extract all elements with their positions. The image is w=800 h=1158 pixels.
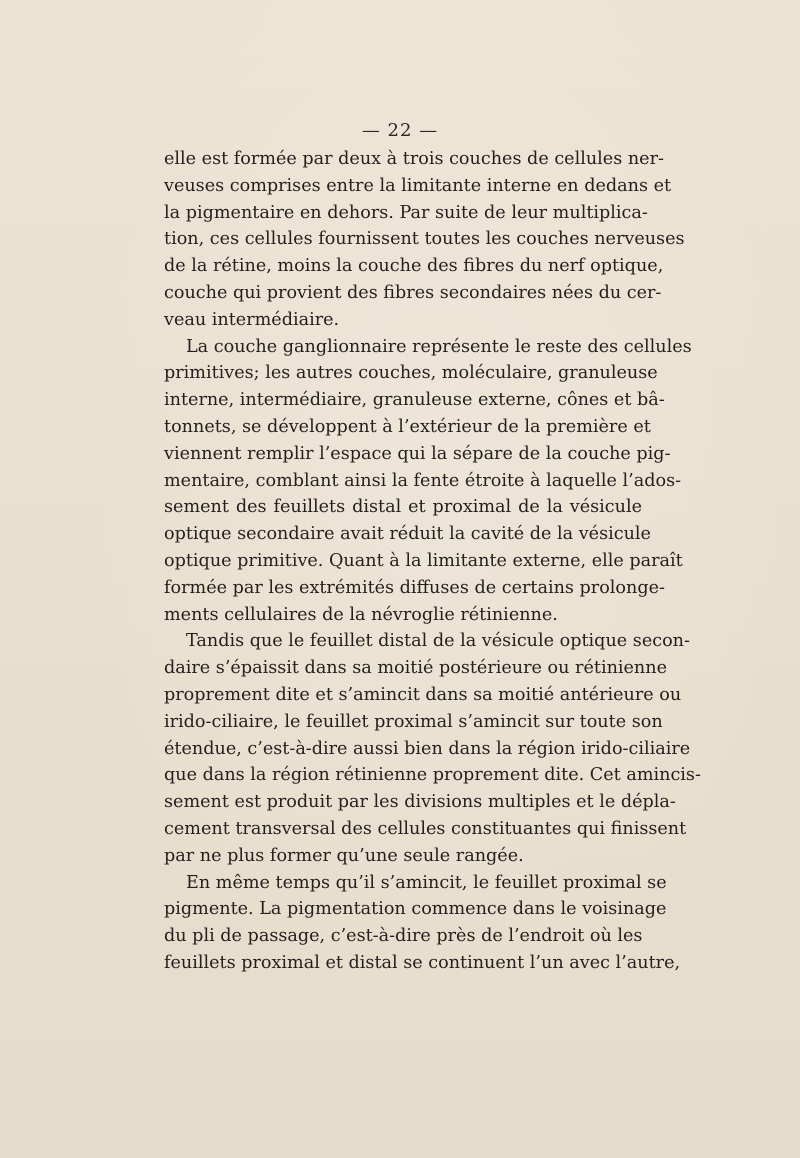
text-line: optique primitive. Quant à la limitante externe, elle paraît xyxy=(164,550,683,571)
text-line: étendue, c’est-à-dire aussi bien dans la région irido-ciliaire xyxy=(164,738,691,759)
paragraph-first-line: Tandis que le feuillet distal de la vésicule optique secon- xyxy=(186,631,690,652)
text-line: la pigmentaire en dehors. Par suite de leur multiplica- xyxy=(164,202,648,223)
text-line: par ne plus former qu’une seule rangée. xyxy=(164,845,524,866)
text-line: que dans la région rétinienne proprement dite. Cet amincis- xyxy=(164,765,701,786)
body-text xyxy=(164,146,701,977)
text-line: formée par les extrémités diffuses de certains prolonge- xyxy=(164,577,665,598)
text-line: primitives; les autres couches, moléculaire, granuleuse xyxy=(164,363,658,384)
text-line: veuses comprises entre la limitante interne en dedans et xyxy=(164,175,672,196)
paragraph-first-line: La couche ganglionnaire représente le reste des cellules xyxy=(186,336,692,357)
text-line: elle est formée par deux à trois couches de cellules ner- xyxy=(164,149,664,169)
text-line: cement transversal des cellules constituantes qui finissent xyxy=(164,818,687,839)
text-line: feuillets proximal et distal se continuent l’un avec l’autre, xyxy=(164,952,681,973)
text-line: veau intermédiaire. xyxy=(164,309,340,330)
text-line: irido-ciliaire, le feuillet proximal s’amincit sur toute son xyxy=(164,711,663,732)
text-line: de la rétine, moins la couche des fibres du nerf optique, xyxy=(164,256,664,277)
page-number: — 22 — xyxy=(361,120,439,141)
text-line: sement est produit par les divisions multiples et le dépla- xyxy=(164,792,676,813)
text-line: interne, intermédiaire, granuleuse externe, cônes et bâ- xyxy=(164,390,665,411)
text-line: viennent remplir l’espace qui la sépare de la couche pig- xyxy=(164,443,671,464)
text-line: sement des feuillets distal et proximal de la vésicule xyxy=(164,497,642,518)
text-line: du pli de passage, c’est-à-dire près de l’endroit où les xyxy=(164,926,643,947)
paragraph-first-line: En même temps qu’il s’amincit, le feuillet proximal se xyxy=(186,872,667,893)
text-line: mentaire, comblant ainsi la fente étroite à laquelle l’ados- xyxy=(164,470,682,491)
text-line: tonnets, se développent à l’extérieur de la première et xyxy=(164,416,651,437)
text-line: couche qui provient des fibres secondaires nées du cer- xyxy=(164,282,662,303)
text-line: optique secondaire avait réduit la cavité de la vésicule xyxy=(164,524,651,545)
text-line: ments cellulaires de la névroglie rétinienne. xyxy=(164,604,558,625)
text-line: pigmente. La pigmentation commence dans le voisinage xyxy=(164,899,667,920)
text-line: proprement dite et s’amincit dans sa moitié antérieure ou xyxy=(164,684,682,705)
text-line: daire s’épaissit dans sa moitié postérieure ou rétinienne xyxy=(164,658,668,679)
text-line: tion, ces cellules fournissent toutes les couches nerveuses xyxy=(164,229,685,250)
